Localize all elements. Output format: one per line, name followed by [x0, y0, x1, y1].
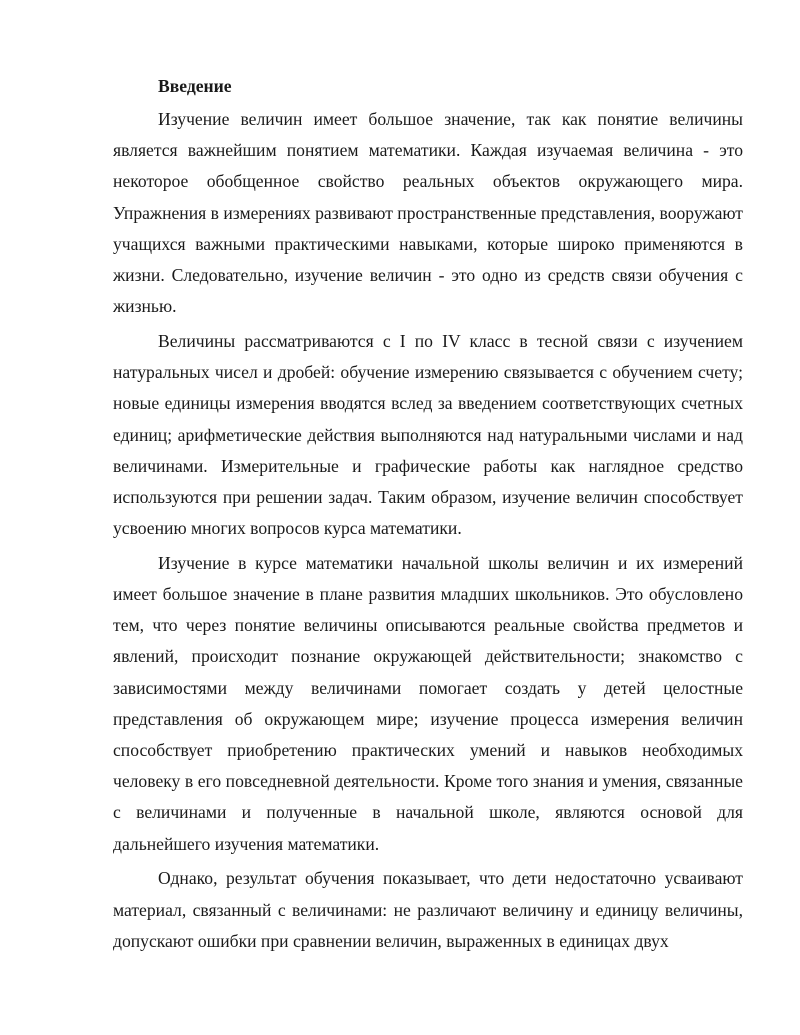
paragraph-1: Изучение величин имеет большое значение, так как понятие величины является важнейшим понятием математики. Каждая изучаемая величина - это некоторое обобщенное свойство реальных объектов окружающего мира. Упражнения в измерениях развивают пространственные представления, вооружают учащихся важными практическими навыками, которые широко применяются в жизни. Следовательно, изучение величин - это одно из средств связи обучения с жизнью.	[113, 109, 743, 317]
paragraph-4: Однако, результат обучения показывает, что дети недостаточно усваивают материал, связанный с величинами: не различают величину и единицу величины, допускают ошибки при сравнении величин, выраженных в единицах двух	[113, 868, 743, 951]
document-body	[113, 72, 743, 960]
paragraph-3: Изучение в курсе математики начальной школы величин и их измерений имеет большое значение в плане развития младших школьников. Это обусловлено тем, что через понятие величины описываются реальные свойства предметов и явлений, происходит познание окружающей действительности; знакомство с зависимостями между величинами помогает создать у детей целостные представления об окружающем мире; изучение процесса измерения величин способствует приобретению практических умений и навыков необходимых человеку в его повседневной деятельности. Кроме того знания и умения, связанные с величинами и полученные в начальной школе, являются основой для дальнейшего изучения математики.	[113, 552, 743, 854]
paragraph-2: Величины рассматриваются с I по IV класс в тесной связи с изучением натуральных чисел и дробей: обучение измерению связывается с обучением счету; новые единицы измерения вводятся вслед за введением соответствующих счетных единиц; арифметические действия выполняются над натуральными числами и над величинами. Измерительные и графические работы как наглядное средство используются при решении задач. Таким образом, изучение величин способствует усвоению многих вопросов курса математики.	[113, 330, 743, 539]
section-heading: Введение	[158, 76, 232, 96]
